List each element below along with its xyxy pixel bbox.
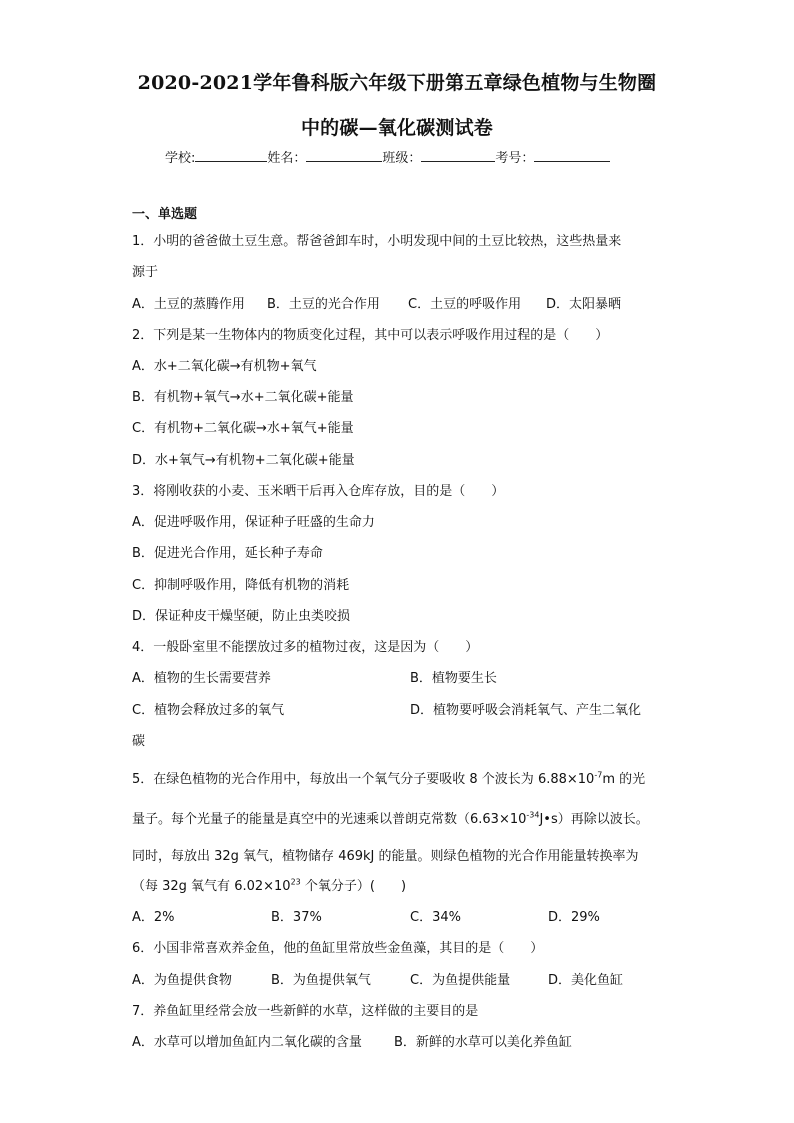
question-6-option-a[interactable]: A．为鱼提供食物 [132, 973, 232, 988]
question-5-line-2-exponent: -34 [526, 810, 540, 820]
school-label: 学校: [165, 151, 196, 166]
question-7-stem: 7．养鱼缸里经常会放一些新鲜的水草，这样做的主要目的是 [132, 1004, 479, 1019]
question-6-option-c[interactable]: C．为鱼提供能量 [410, 973, 511, 988]
question-5-line-4-tail: 个氧分子）( ) [300, 879, 407, 894]
question-5-line-2-tail: J•s）再除以波长。 [539, 812, 649, 827]
question-5-stem-line-4 [132, 879, 406, 895]
question-7-option-a[interactable]: A．水草可以增加鱼缸内二氧化碳的含量 [132, 1035, 362, 1050]
name-blank[interactable] [306, 149, 382, 162]
exam-title-line-1: 2020-2021学年鲁科版六年级下册第五章绿色植物与生物圈 [137, 72, 657, 94]
question-5-option-d[interactable]: D．29% [548, 910, 600, 925]
question-5-option-c[interactable]: C．34% [410, 910, 461, 925]
question-5-line-1-tail: m 的光 [602, 772, 646, 787]
name-label: 姓名： [267, 151, 307, 166]
question-6-option-b[interactable]: B．为鱼提供氧气 [271, 973, 371, 988]
school-blank[interactable] [195, 149, 267, 162]
class-blank[interactable] [421, 149, 495, 162]
question-4-stem: 4．一般卧室里不能摆放过多的植物过夜，这是因为（ ） [132, 640, 479, 655]
question-5-stem-line-2 [132, 812, 649, 828]
question-3-option-d[interactable]: D．保证种皮干燥坚硬，防止虫类咬损 [132, 609, 351, 624]
question-4-option-d[interactable]: D．植物要呼吸会消耗氧气、产生二氧化 [410, 703, 642, 718]
question-5-option-a[interactable]: A．2% [132, 910, 175, 925]
question-4-option-c[interactable]: C．植物会释放过多的氧气 [132, 703, 285, 718]
question-1-stem-line-2: 源于 [132, 265, 159, 280]
question-2-option-b[interactable]: B．有机物+氧气→水+二氧化碳+能量 [132, 390, 354, 405]
question-1-option-d[interactable]: D．太阳暴晒 [546, 297, 622, 312]
question-6-option-d[interactable]: D．美化鱼缸 [548, 973, 624, 988]
question-3-stem: 3．将刚收获的小麦、玉米晒干后再入仓库存放，目的是（ ） [132, 484, 505, 499]
question-2-option-a[interactable]: A．水+二氧化碳→有机物+氧气 [132, 359, 317, 374]
student-info-row [165, 147, 610, 166]
question-3-option-b[interactable]: B．促进光合作用，延长种子寿命 [132, 546, 323, 561]
section-heading: 一、单选题 [132, 207, 198, 222]
question-5-stem-line-1 [132, 772, 645, 788]
exam-title-line-2: 中的碳—氧化碳测试卷 [300, 117, 493, 139]
question-6-stem: 6．小国非常喜欢养金鱼，他的鱼缸里常放些金鱼藻，其目的是（ ） [132, 941, 544, 956]
question-5-stem-line-3: 同时，每放出 32g 氧气，植物储存 469kJ 的能量。则绿色植物的光合作用能量转换率为 [132, 849, 639, 864]
question-4-option-a[interactable]: A．植物的生长需要营养 [132, 671, 271, 686]
question-7-option-b[interactable]: B．新鲜的水草可以美化养鱼缸 [394, 1035, 572, 1050]
question-5-option-b[interactable]: B．37% [271, 910, 322, 925]
question-4-option-b[interactable]: B．植物要生长 [410, 671, 497, 686]
number-blank[interactable] [534, 149, 610, 162]
question-2-option-d[interactable]: D．水+氧气→有机物+二氧化碳+能量 [132, 453, 355, 468]
question-1-option-b[interactable]: B．土豆的光合作用 [267, 297, 380, 312]
question-5-line-4-text: （每 32g 氧气有 6.02×10 [132, 879, 291, 894]
number-label: 考号： [495, 151, 535, 166]
question-3-option-a[interactable]: A．促进呼吸作用，保证种子旺盛的生命力 [132, 515, 375, 530]
question-1-option-c[interactable]: C．土豆的呼吸作用 [408, 297, 522, 312]
class-label: 班级： [382, 151, 422, 166]
question-5-line-1-exponent: -7 [594, 770, 603, 780]
question-1-option-a[interactable]: A．土豆的蒸腾作用 [132, 297, 245, 312]
question-3-option-c[interactable]: C．抑制呼吸作用，降低有机物的消耗 [132, 578, 350, 593]
question-2-stem: 2．下列是某一生物体内的物质变化过程，其中可以表示呼吸作用过程的是（ ） [132, 328, 609, 343]
question-5-line-2-text: 量子。每个光量子的能量是真空中的光速乘以普朗克常数（6.63×10 [132, 812, 527, 827]
question-4-option-d-continued: 碳 [132, 734, 146, 749]
question-5-line-4-exponent: 23 [290, 877, 301, 887]
question-2-option-c[interactable]: C．有机物+二氧化碳→水+氧气+能量 [132, 421, 354, 436]
question-5-line-1-text: 5．在绿色植物的光合作用中，每放出一个氧气分子要吸收 8 个波长为 6.88×10 [132, 772, 595, 787]
question-1-stem-line-1: 1．小明的爸爸做土豆生意。帮爸爸卸车时，小明发现中间的土豆比较热，这些热量来 [132, 234, 622, 249]
